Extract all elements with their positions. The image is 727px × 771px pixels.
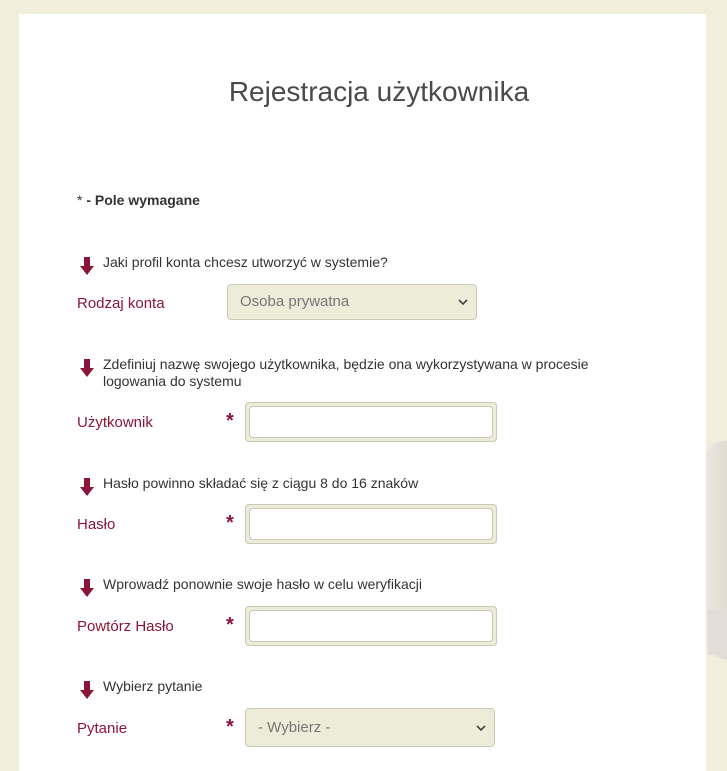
password-repeat-field-frame: [245, 606, 497, 646]
password-label: Hasło: [77, 516, 116, 533]
question-select[interactable]: [245, 708, 495, 747]
account-type-hint-text: Jaki profil konta chcesz utworzyć w systemie?: [103, 254, 388, 270]
password-required-mark: *: [226, 512, 234, 534]
username-required-mark: *: [226, 410, 234, 432]
username-label: Użytkownik: [77, 414, 153, 431]
page-title: Rejestracja użytkownika: [228, 76, 530, 107]
chevron-down-icon: [476, 723, 486, 733]
account-type-hint: [79, 254, 643, 277]
username-field-frame: [245, 402, 497, 442]
account-type-select[interactable]: [227, 284, 477, 320]
account-type-selected-value: Osoba prywatna: [240, 293, 350, 310]
username-hint: [79, 356, 643, 390]
password-hint: [79, 475, 643, 498]
chevron-down-icon: [458, 297, 468, 307]
question-hint-text: Wybierz pytanie: [103, 678, 203, 694]
question-hint: [79, 678, 643, 701]
down-arrow-icon: [79, 257, 95, 277]
password-field-frame: [245, 504, 497, 544]
registration-panel: [19, 14, 706, 771]
required-fields-note: [77, 192, 200, 208]
password-repeat-required-mark: *: [226, 614, 234, 636]
question-required-mark: *: [226, 716, 234, 738]
background-photo-detail: [708, 610, 727, 655]
password-hint-text: Hasło powinno składać się z ciągu 8 do 16 znaków: [103, 475, 419, 491]
password-repeat-hint-text: Wprowadź ponownie swoje hasło w celu weryfikacji: [103, 576, 423, 592]
password-repeat-label: Powtórz Hasło: [77, 618, 174, 635]
down-arrow-icon: [79, 579, 95, 599]
question-label: Pytanie: [77, 720, 128, 737]
down-arrow-icon: [79, 681, 95, 701]
password-repeat-input[interactable]: [249, 610, 493, 642]
down-arrow-icon: [79, 359, 95, 379]
password-input[interactable]: [249, 508, 493, 540]
down-arrow-icon: [79, 478, 95, 498]
password-repeat-hint: [79, 576, 643, 599]
required-note-text: - Pole wymagane: [82, 192, 200, 208]
question-selected-value: - Wybierz -: [258, 719, 331, 736]
required-note-star: *: [77, 192, 83, 208]
username-hint-text: Zdefiniuj nazwę swojego użytkownika, będzie ona wykorzystywana w procesie logowania do systemu: [103, 356, 589, 389]
username-input[interactable]: [249, 406, 493, 438]
account-type-label: Rodzaj konta: [77, 295, 165, 312]
